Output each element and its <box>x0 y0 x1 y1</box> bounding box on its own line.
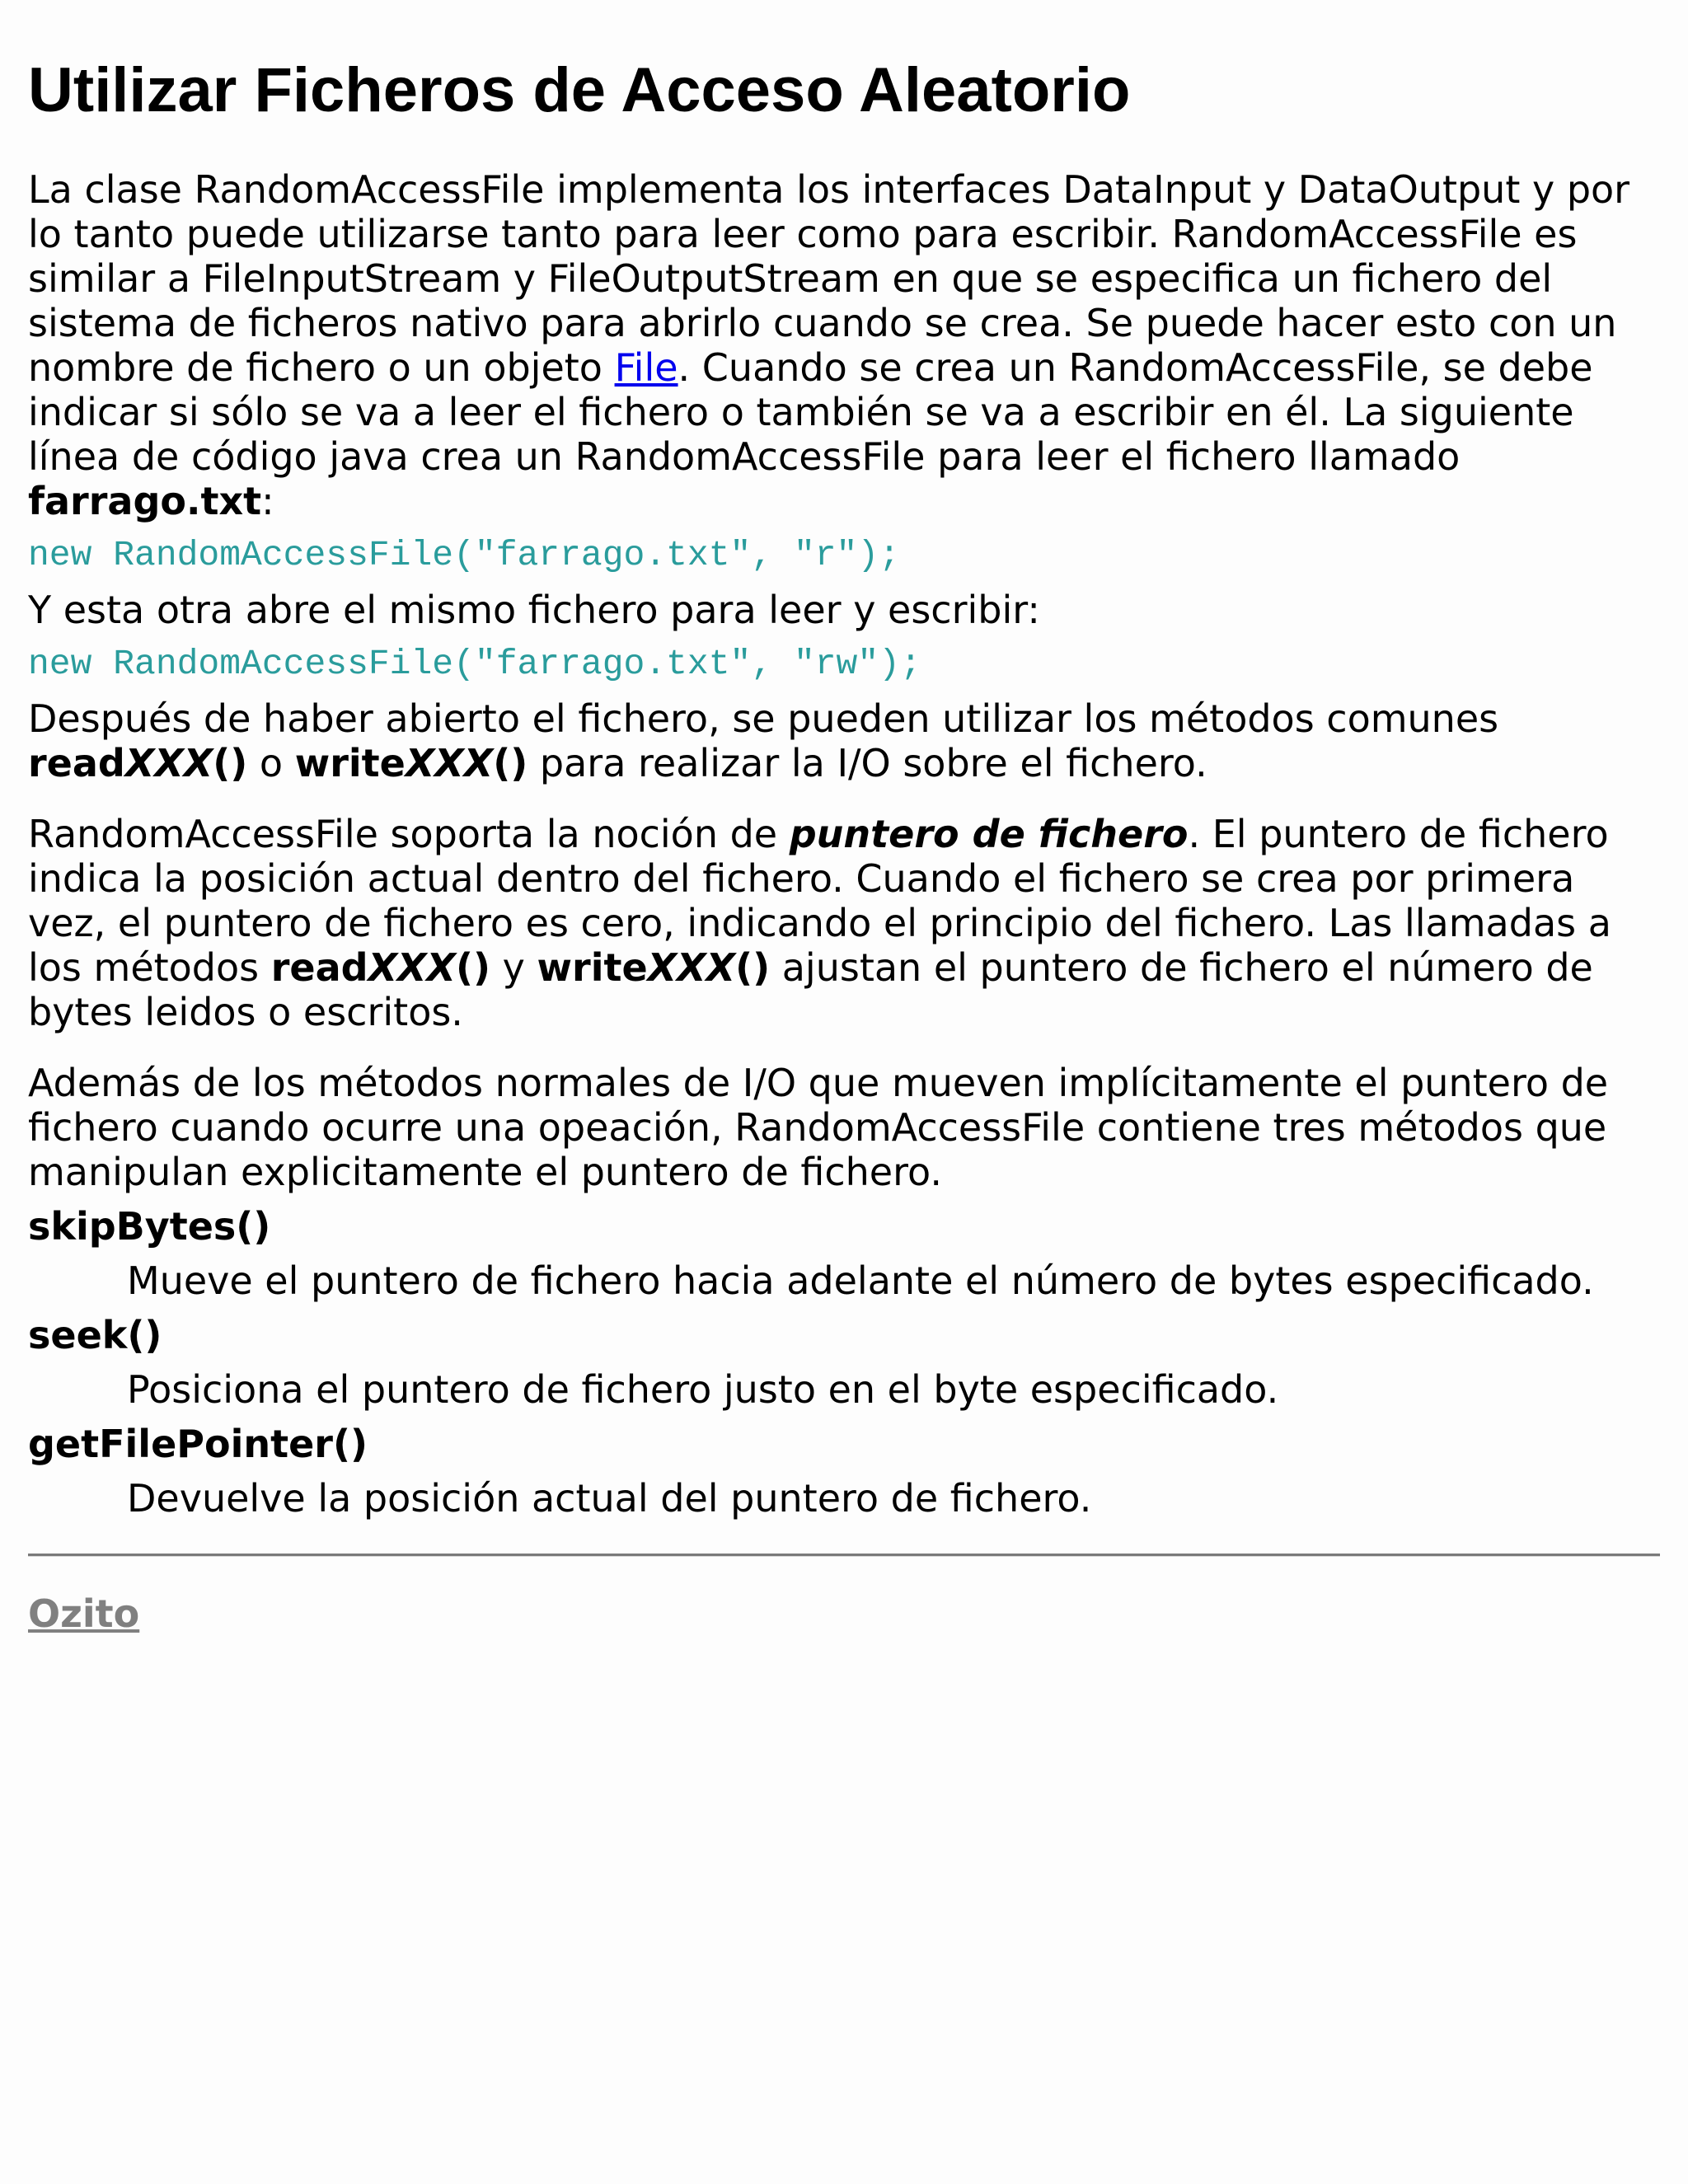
page-title: Utilizar Ficheros de Acceso Aleatorio <box>28 55 1131 125</box>
read-method-ref: readXXX() <box>28 741 248 786</box>
footer <box>28 1591 1660 1636</box>
methods-usage-paragraph <box>28 696 1660 785</box>
usage-text-a: Después de haber abierto el fichero, se pueden utilizar los métodos comunes <box>28 696 1499 742</box>
read-write-paragraph: Y esta otra abre el mismo fichero para leer y escribir: <box>28 588 1040 633</box>
method-getfilepointer-desc: Devuelve la posición actual del puntero de fichero. <box>127 1476 1092 1521</box>
method-skipbytes-name: skipBytes() <box>28 1204 271 1249</box>
pointer-text-b: . El puntero de fichero indica la posición actual dentro del fichero. Cuando el fichero se crea por primera vez, el puntero de fichero es cero, indicando el principio del fichero. Las llamadas a los métodos <box>28 812 1611 991</box>
usage-text-o: o <box>247 741 295 786</box>
file-link[interactable]: File <box>614 345 678 391</box>
file-pointer-term: puntero de fichero <box>789 812 1189 857</box>
code-read-write: new RandomAccessFile("farrago.txt", "rw"); <box>28 644 921 685</box>
read-method-ref-2: readXXX() <box>270 945 491 991</box>
footer-divider <box>28 1554 1660 1557</box>
write-method-ref: writeXXX() <box>294 741 528 786</box>
pointer-text-y: y <box>490 945 537 991</box>
ozito-link[interactable]: Ozito <box>28 1591 140 1637</box>
usage-text-b: para realizar la I/O sobre el fichero. <box>528 741 1207 786</box>
method-seek-desc: Posiciona el puntero de fichero justo en el byte especificado. <box>127 1367 1279 1413</box>
file-pointer-paragraph <box>28 812 1660 1034</box>
method-seek-name: seek() <box>28 1313 162 1358</box>
pointer-text-a: RandomAccessFile soporta la noción de <box>28 812 790 857</box>
intro-text-b: . Cuando se crea un RandomAccessFile, se debe indicar si sólo se va a leer el fichero o también se va a escribir en él. La siguiente línea de código java crea un RandomAccessFile para leer el fichero llamado <box>28 345 1593 480</box>
intro-text-c: : <box>261 479 274 524</box>
intro-paragraph <box>28 167 1660 523</box>
write-method-ref-2: writeXXX() <box>537 945 771 991</box>
intro-text-a: La clase RandomAccessFile implementa los interfaces DataInput y DataOutput y por lo tanto puede utilizarse tanto para leer como para escribir. RandomAccessFile es similar a FileInputStream y FileOutputStream en que se especifica un fichero del sistema de ficheros nativo para abrirlo cuando se crea. Se puede hacer esto con un nombre de fichero o un objeto <box>28 167 1630 391</box>
pointer-methods-list <box>28 1204 1660 1521</box>
pointer-methods-intro: Además de los métodos normales de I/O que mueven implícitamente el puntero de fichero cuando ocurre una opeación, RandomAccessFile contiene tres métodos que manipulan explicitamente el puntero de fichero. <box>28 1061 1609 1195</box>
code-read-only: new RandomAccessFile("farrago.txt", "r"); <box>28 535 900 576</box>
file-name: farrago.txt <box>28 479 262 524</box>
method-skipbytes-desc: Mueve el puntero de fichero hacia adelante el número de bytes especificado. <box>127 1258 1594 1304</box>
pointer-text-c: ajustan el puntero de fichero el número de bytes leidos o escritos. <box>28 945 1593 1035</box>
method-getfilepointer-name: getFilePointer() <box>28 1422 368 1467</box>
